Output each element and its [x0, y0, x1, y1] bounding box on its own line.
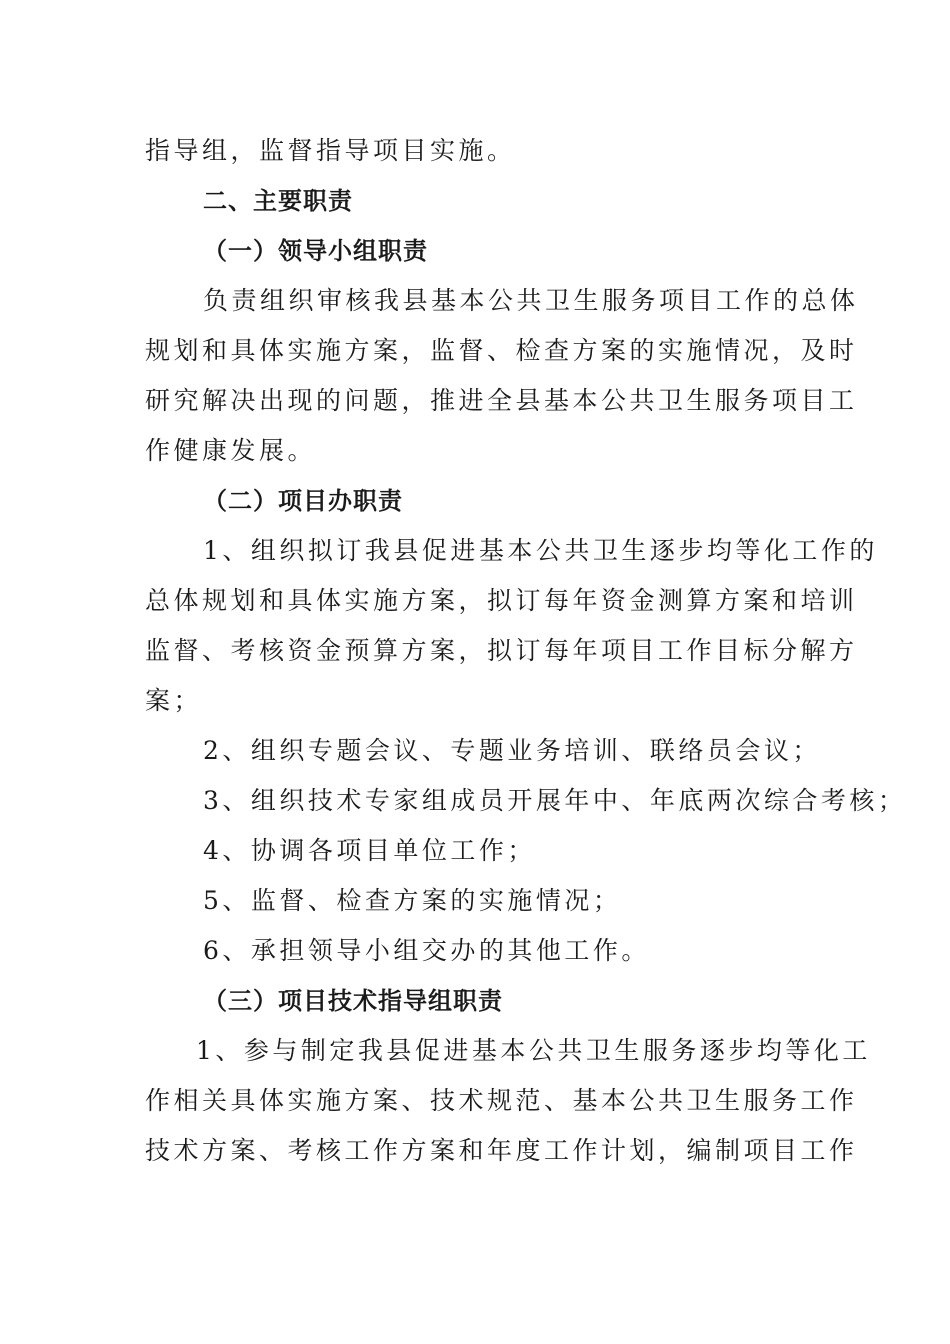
subsection-heading: （一）领导小组职责	[203, 237, 428, 265]
paragraph-line: 研究解决出现的问题，推进全县基本公共卫生服务项目工	[145, 386, 858, 415]
section-heading: 二、主要职责	[203, 187, 353, 215]
list-item: 2、组织专题会议、专题业务培训、联络员会议；	[203, 736, 821, 765]
paragraph-line: 作健康发展。	[145, 436, 317, 465]
paragraph-line: 案；	[145, 686, 203, 715]
paragraph-line: 总体规划和具体实施方案，拟订每年资金测算方案和培训	[145, 586, 858, 615]
paragraph-line: 规划和具体实施方案，监督、检查方案的实施情况，及时	[145, 336, 858, 365]
paragraph-line: 技术方案、考核工作方案和年度工作计划，编制项目工作	[145, 1136, 858, 1165]
paragraph-line: 1、组织拟订我县促进基本公共卫生逐步均等化工作的	[203, 536, 878, 565]
list-item: 6、承担领导小组交办的其他工作。	[203, 936, 650, 965]
paragraph-line: 指导组，监督指导项目实施。	[145, 136, 516, 165]
subsection-heading: （二）项目办职责	[203, 487, 403, 515]
paragraph-line: 监督、考核资金预算方案，拟订每年项目工作目标分解方	[145, 636, 858, 665]
list-item: 3、组织技术专家组成员开展年中、年底两次综合考核；	[203, 786, 907, 815]
list-item: 4、协调各项目单位工作；	[203, 836, 536, 865]
list-item: 5、监督、检查方案的实施情况；	[203, 886, 622, 915]
subsection-heading: （三）项目技术指导组职责	[203, 987, 503, 1015]
paragraph-line: 1、参与制定我县促进基本公共卫生服务逐步均等化工	[196, 1036, 871, 1065]
paragraph-line: 作相关具体实施方案、技术规范、基本公共卫生服务工作	[145, 1086, 858, 1115]
paragraph-line: 负责组织审核我县基本公共卫生服务项目工作的总体	[203, 286, 859, 315]
